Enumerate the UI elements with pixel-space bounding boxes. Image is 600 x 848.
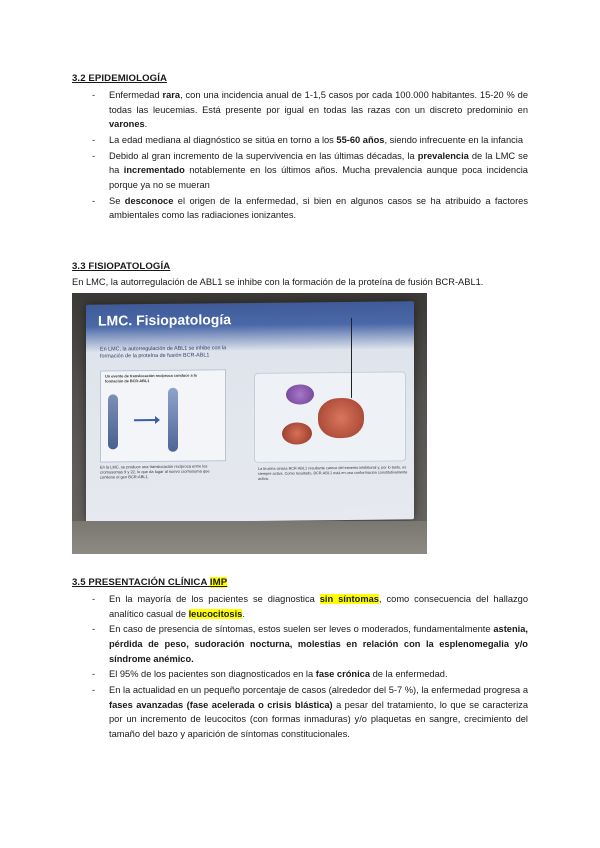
- photo-floor: [72, 521, 427, 554]
- translocation-label: Un evento de translocación recíproca conduce a la formación de BCR-ABL1: [105, 373, 197, 384]
- arrow-right-icon: [134, 419, 156, 421]
- translocation-caption: En la LMC, se produce una translocación recíproca entre los cromosomas 9 y 22, lo que da lugar al nuevo cromosoma que contiene el gen BCR-ABL1.: [100, 463, 210, 480]
- list-item: - El 95% de los pacientes son diagnosticados en la fase crónica de la enfermedad.: [92, 669, 448, 680]
- translocation-diagram: [100, 369, 226, 462]
- lecture-slide-photo: [72, 293, 427, 554]
- chromosome-icon: [168, 388, 178, 452]
- list-item: - La edad mediana al diagnóstico se sitúa en torno a los 55-60 años, siendo infrecuente en la infancia: [92, 134, 523, 145]
- slide-title: LMC. Fisiopatología: [98, 311, 231, 329]
- epidemiologia-list: [72, 88, 528, 224]
- list-item: - En la mayoría de los pacientes se diagnostica sin síntomas, como consecuencia del hallazgo analítico casual de leucocitosis.: [92, 594, 528, 619]
- protein-caption: La tirosina cinasa BCR-ABL1 resultante carece del extremo inhibitorial y, por lo tanto, es siempre activa. Como resultado, BCR-ABL1 está en una conformación constitutivamente activa.: [258, 465, 408, 481]
- list-item: - En la actualidad en un pequeño porcentaje de casos (alrededor del 5-7 %), la enfermedad progresa a fases avanzadas (fase acelerada o crisis blástica) a pesar del tratamiento, lo que se caracteriza por un incremento de leucocitos (con formas inmaduras) y/o plaquetas en sangre, crecimiento del tamaño del bazo y aparición de síntomas constitucionales.: [92, 685, 529, 739]
- section-heading-epidemiologia: 3.2 EPIDEMIOLOGÍA: [72, 73, 167, 84]
- protein-abl1-icon: [318, 398, 364, 438]
- list-item: - Enfermedad rara, con una incidencia anual de 1-1,5 casos por cada 100.000 habitantes. 15-20 % de todas las leucemias. Está presente por igual en todas las razas con un discreto predominio en varones.: [92, 90, 528, 130]
- projector-screen: [86, 301, 414, 522]
- chromosome-icon: [108, 394, 118, 449]
- list-item: - Debido al gran incremento de la supervivencia en las últimas décadas, la prevalencia de la LMC se ha incrementado notablemente en los últimos años. Mucha prevalencia aunque poca incidencia porque ya no se mueran: [92, 150, 528, 190]
- presentacion-list: [72, 592, 528, 743]
- section-heading-fisiopatologia: 3.3 FISIOPATOLOGÍA: [72, 261, 171, 272]
- section-heading-presentacion: 3.5 PRESENTACIÓN CLÍNICA IMP: [72, 577, 228, 588]
- list-item: - Se desconoce el origen de la enfermedad, si bien en algunos casos se ha atribuido a factores ambientales como las radiaciones ionizantes.: [92, 195, 528, 221]
- imp-tag: IMP: [209, 577, 228, 588]
- fisiopatologia-text: En LMC, la autorregulación de ABL1 se inhibe con la formación de la proteína de fusión BCR-ABL1.: [72, 277, 484, 287]
- laser-pointer-line: [351, 318, 352, 398]
- slide-subtitle: En LMC, la autorregulación de ABL1 se inhibe con la formación de la proteína de fusión BCR-ABL1: [100, 345, 227, 360]
- list-item: - En caso de presencia de síntomas, estos suelen ser leves o moderados, fundamentalmente astenia, pérdida de peso, sudoración nocturna, molestias en relación con la esplenomegalia y/o síndrome anémico.: [92, 624, 528, 664]
